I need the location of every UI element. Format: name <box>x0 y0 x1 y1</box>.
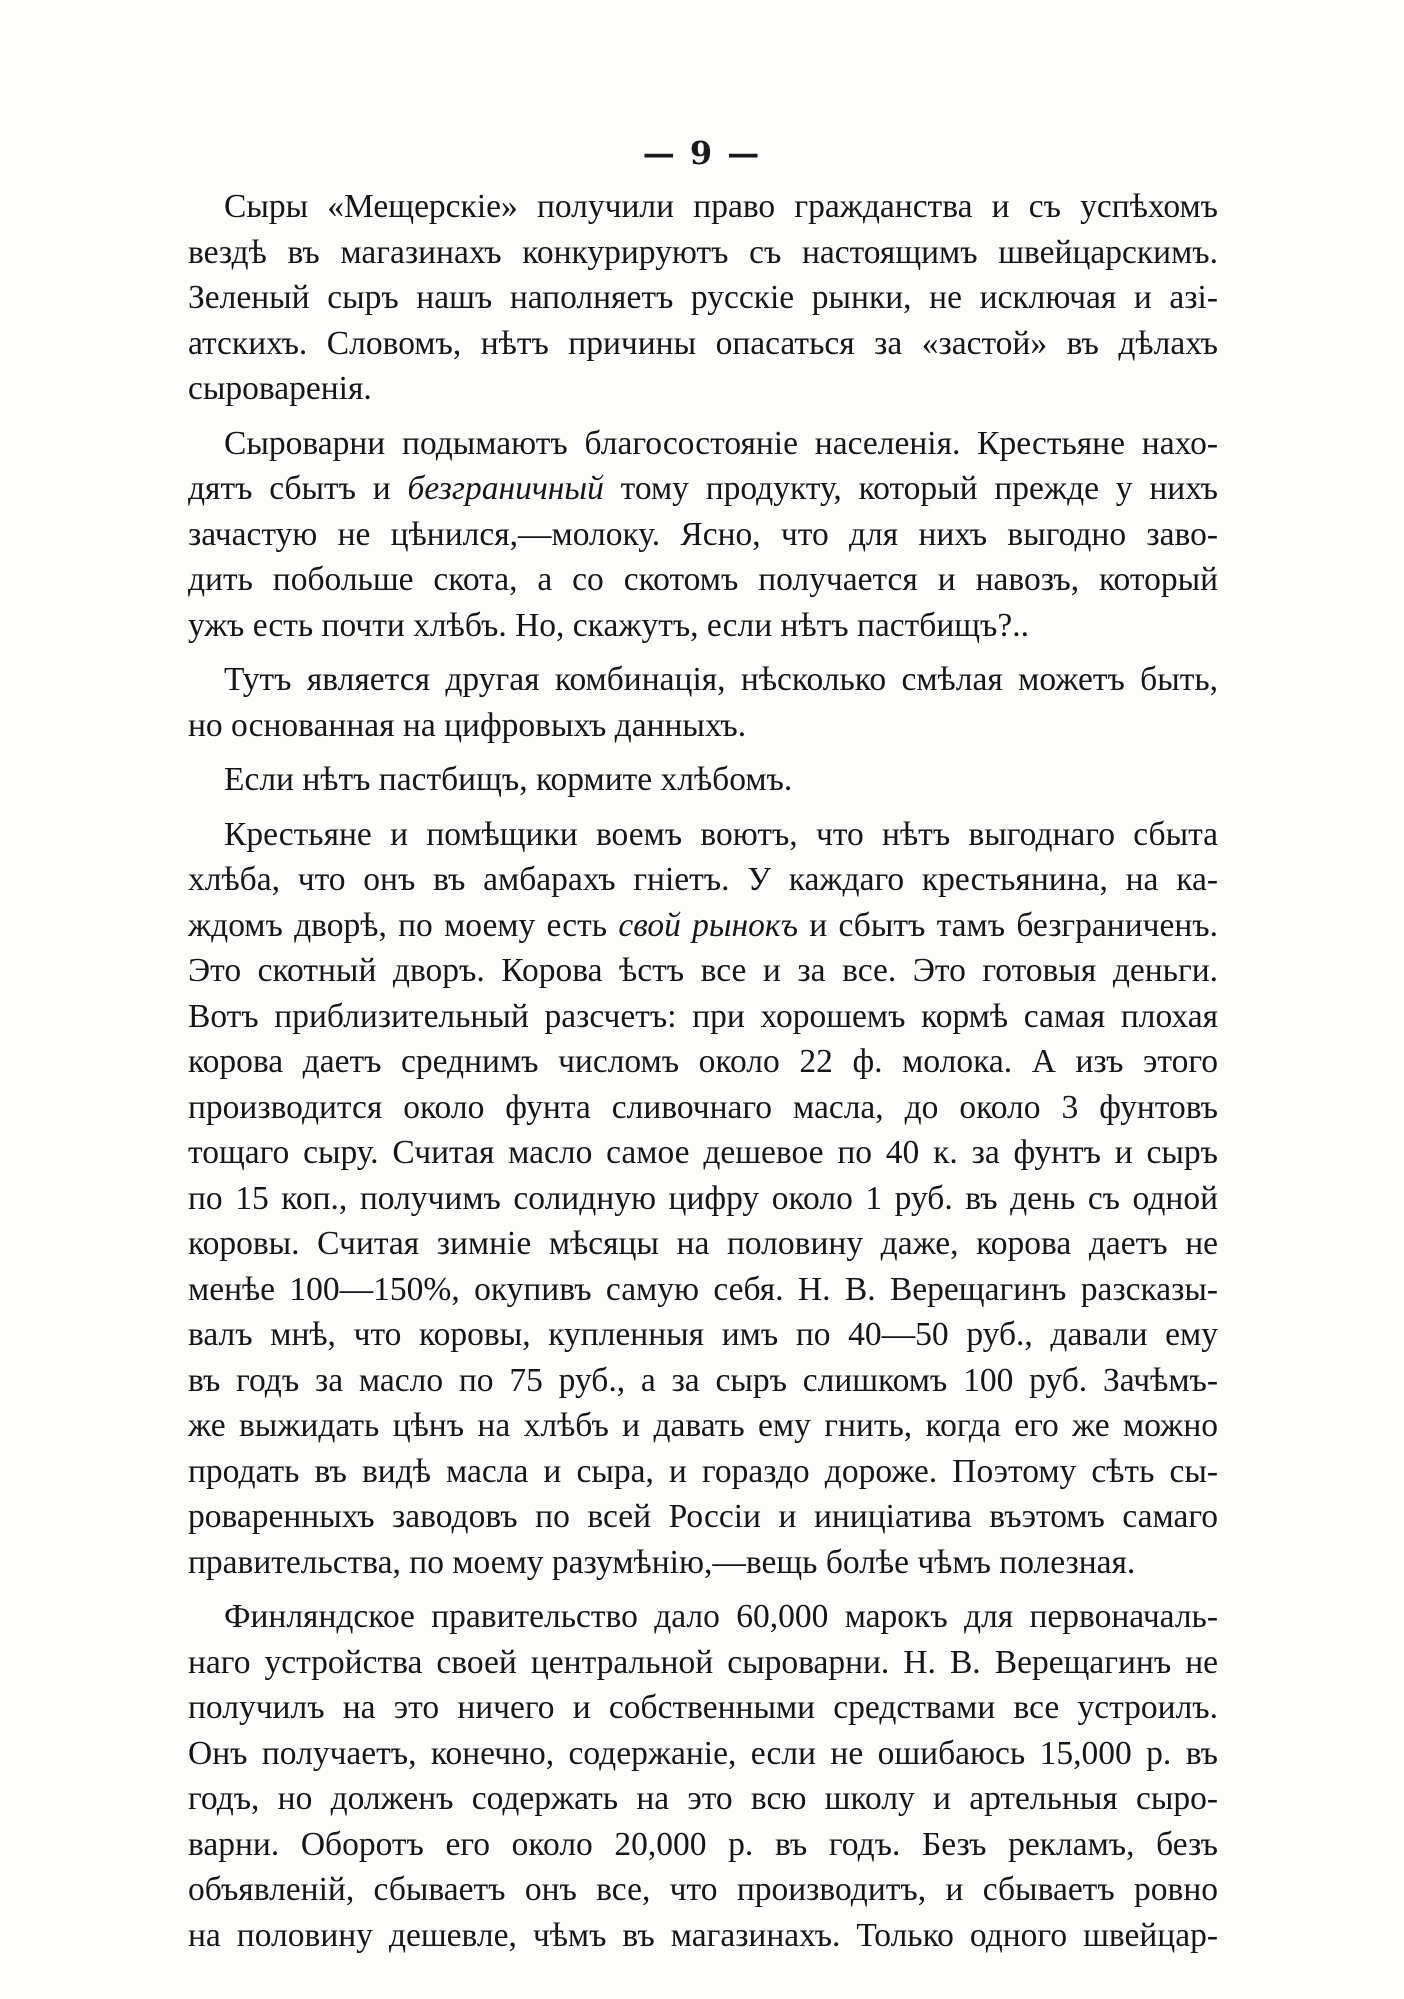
text-line: тощаго сыру. Считая масло самое дешевое по 40 к. за фунтъ и сыръ <box>188 1134 1218 1171</box>
text-line: на половину дешевле, чѣмъ въ магазинахъ. Только одного швейцар- <box>188 1916 1218 1954</box>
italic-phrase: свой рынокъ <box>618 906 798 944</box>
text-line: вездѣ въ магазинахъ конкурируютъ съ настоящимъ швейцарскимъ. <box>188 233 1218 271</box>
text-line: сыроваренія. <box>188 370 372 407</box>
text-line: Финляндское правительство дало 60,000 марокъ для первоначаль- <box>224 1598 1218 1635</box>
italic-phrase: безграничный <box>407 470 604 507</box>
text-line: роваренныхъ заводовъ по всей Россіи и иниціатива въэтомъ самаго <box>188 1498 1218 1535</box>
text-line: Вотъ приблизительный разсчетъ: при хорошемъ кормѣ самая плохая <box>188 997 1218 1035</box>
text-line: по 15 коп., получимъ солидную цифру около 1 руб. въ день съ одной <box>188 1179 1218 1217</box>
text-line: производится около фунта сливочнаго масла, до около 3 фунтовъ <box>188 1088 1218 1126</box>
paragraph-5 <box>188 812 1218 1586</box>
body-text <box>188 184 1218 1958</box>
text-line-with-italic <box>188 903 1218 949</box>
text-line: Зеленый сыръ нашъ наполняетъ русскіе рынки, не исключая и азі- <box>188 279 1218 316</box>
text-line: но основанная на цифровыхъ данныхъ. <box>188 706 747 744</box>
text-line: же выжидать цѣнъ на хлѣбъ и давать ему гнить, когда его же можно <box>188 1407 1218 1444</box>
text-fragment: дятъ сбытъ и <box>188 470 408 507</box>
paragraph-2 <box>188 421 1218 649</box>
paragraph-6 <box>188 1594 1218 1958</box>
page-number: — 9 — <box>642 134 762 172</box>
text-line: годъ, но долженъ содержать на это всю школу и артельныя сыро- <box>188 1780 1218 1817</box>
paragraph-1 <box>188 184 1218 412</box>
text-fragment: и сбытъ тамъ безграниченъ. <box>797 906 1218 944</box>
text-line: Крестьяне и помѣщики воемъ воютъ, что нѣтъ выгоднаго сбыта <box>224 815 1218 853</box>
text-line: ужъ есть почти хлѣбъ. Но, скажутъ, если нѣтъ пастбищъ?.. <box>188 606 1029 644</box>
text-line: коровы. Считая зимніе мѣсяцы на половину даже, корова даетъ не <box>188 1225 1218 1262</box>
paragraph-3 <box>188 657 1218 748</box>
text-fragment: ждомъ дворѣ, по моему есть <box>188 906 619 944</box>
text-line: наго устройства своей центральной сыроварни. Н. В. Верещагинъ не <box>188 1643 1218 1681</box>
text-line: Онъ получаетъ, конечно, содержаніе, если не ошибаюсь 15,000 р. въ <box>188 1734 1218 1772</box>
text-line: валъ мнѣ, что коровы, купленныя имъ по 40—50 руб., давали ему <box>188 1316 1218 1353</box>
text-line: объявленій, сбываетъ онъ все, что производитъ, и сбываетъ ровно <box>188 1871 1218 1908</box>
paragraph-4 <box>188 757 1218 803</box>
text-line: варни. Оборотъ его около 20,000 р. въ годъ. Безъ рекламъ, безъ <box>188 1825 1218 1863</box>
text-line: Сыры «Мещерскіе» получили право гражданства и съ успѣхомъ <box>224 188 1218 225</box>
text-line: Тутъ является другая комбинація, нѣсколько смѣлая можетъ быть, <box>224 661 1218 698</box>
text-line-with-italic <box>188 466 1218 512</box>
text-line: Если нѣтъ пастбищъ, кормите хлѣбомъ. <box>224 761 793 798</box>
text-fragment: тому продукту, который прежде у нихъ <box>603 470 1218 507</box>
text-line: Это скотный дворъ. Корова ѣстъ все и за все. Это готовыя деньги. <box>188 952 1218 989</box>
text-line: Сыроварни подымаютъ благосостояніе населенія. Крестьяне нахо- <box>224 424 1218 462</box>
text-line: въ годъ за масло по 75 руб., а за сыръ слишкомъ 100 руб. Зачѣмъ- <box>188 1361 1218 1399</box>
text-line: правительства, по моему разумѣнію,—вещь болѣе чѣмъ полезная. <box>188 1543 1136 1581</box>
text-line: получилъ на это ничего и собственными средствами все устроилъ. <box>188 1689 1218 1726</box>
text-line: атскихъ. Словомъ, нѣтъ причины опасаться за «застой» въ дѣлахъ <box>188 324 1218 362</box>
text-line: дить побольше скота, а со скотомъ получается и навозъ, который <box>188 561 1218 598</box>
text-line: корова даетъ среднимъ числомъ около 22 ф. молока. А изъ этого <box>188 1043 1218 1080</box>
text-line: зачастую не цѣнился,—молоку. Ясно, что для нихъ выгодно заво- <box>188 515 1218 553</box>
text-line: менѣе 100—150%, окупивъ самую себя. Н. В. Верещагинъ разсказы- <box>188 1270 1218 1308</box>
text-line: продать въ видѣ масла и сыра, и гораздо дороже. Поэтому сѣть сы- <box>188 1452 1218 1490</box>
text-line: хлѣба, что онъ въ амбарахъ гніетъ. У каждаго крестьянина, на ка- <box>188 861 1218 898</box>
